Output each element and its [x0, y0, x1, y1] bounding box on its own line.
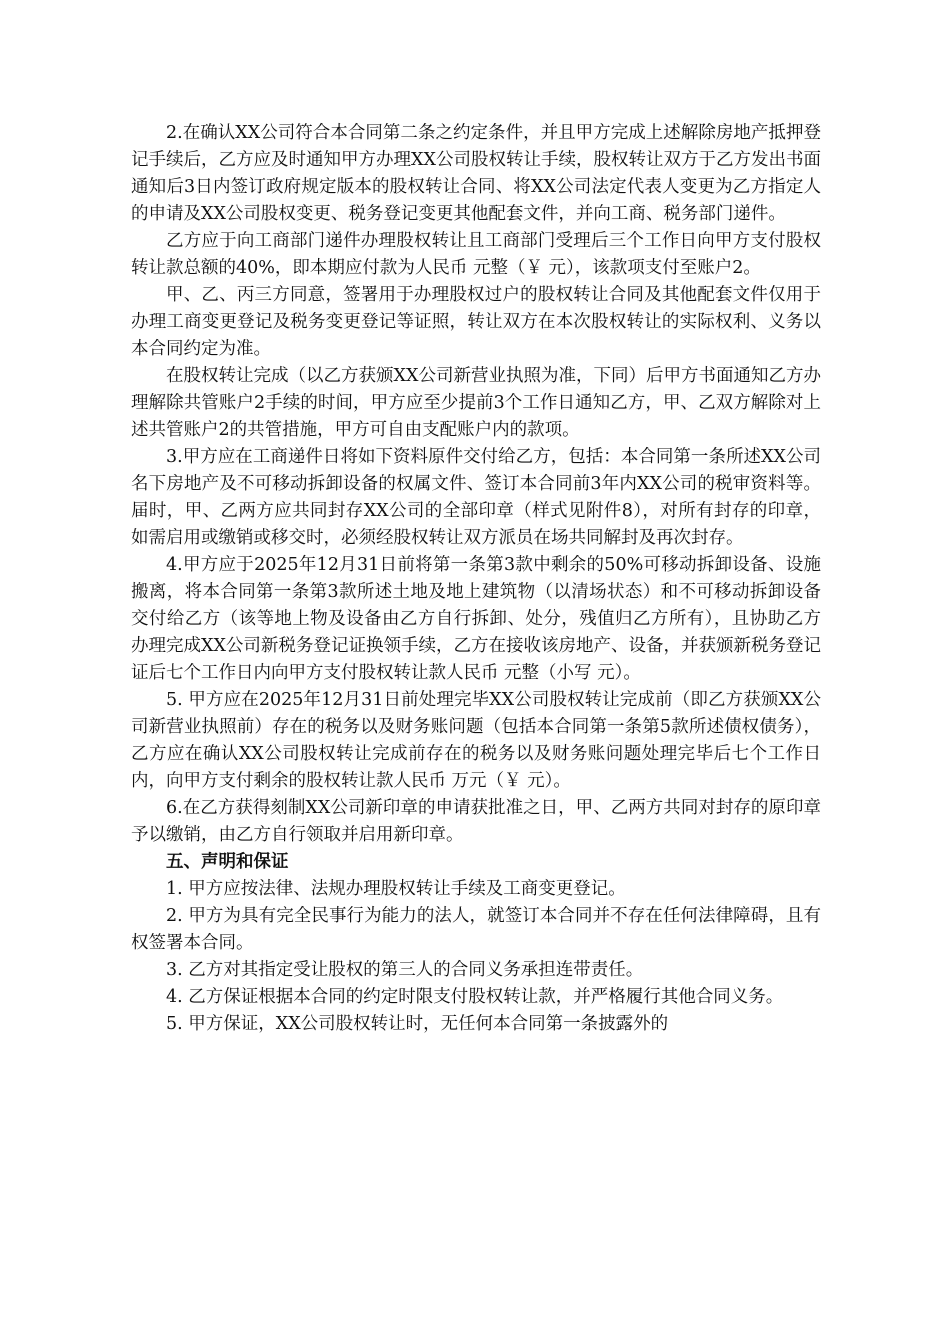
clause-5-1: 1. 甲方应按法律、法规办理股权转让手续及工商变更登记。 [166, 879, 626, 899]
clause-4-2-agreement: 甲、乙、丙三方同意，签署用于办理股权过户的股权转让合同及其他配套文件仅用于办理工商变更登记及税务变更登记等证照，转让双方在本次股权转让的实际权利、义务以本合同约定为准。 [131, 285, 821, 359]
clause-5-5: 5. 甲方保证，XX公司股权转让时，无任何本合同第一条披露外的 [166, 1014, 669, 1034]
document-body [131, 120, 821, 1038]
clause-4-2-payment: 乙方应于向工商部门递件办理股权转让且工商部门受理后三个工作日向甲方支付股权转让款总额的40%，即本期应付款为人民币 元整（￥ 元），该款项支付至账户2。 [131, 231, 821, 278]
section-heading: 五、声明和保证 [166, 852, 289, 872]
clause-4-2-account-release: 在股权转让完成（以乙方获颁XX公司新营业执照为准，下同）后甲方书面通知乙方办理解除共管账户2手续的时间，甲方应至少提前3个工作日通知乙方，甲、乙双方解除对上述共管账户2的共管措施，甲方可自由支配账户内的款项。 [131, 366, 821, 440]
clause-4-6: 6.在乙方获得刻制XX公司新印章的申请获批准之日，甲、乙两方共同对封存的原印章予以缴销，由乙方自行领取并启用新印章。 [131, 798, 821, 845]
clause-4-3: 3.甲方应在工商递件日将如下资料原件交付给乙方，包括：本合同第一条所述XX公司名下房地产及不可移动拆卸设备的权属文件、签订本合同前3年内XX公司的税审资料等。届时，甲、乙两方应共同封存XX公司的全部印章（样式见附件8），对所有封存的印章，如需启用或缴销或移交时，必须经股权转让双方派员在场共同解封及再次封存。 [131, 447, 821, 548]
clause-4-2: 2.在确认XX公司符合本合同第二条之约定条件，并且甲方完成上述解除房地产抵押登记手续后，乙方应及时通知甲方办理XX公司股权转让手续，股权转让双方于乙方发出书面通知后3日内签订政府规定版本的股权转让合同、将XX公司法定代表人变更为乙方指定人的申请及XX公司股权变更、税务登记变更其他配套文件，并向工商、税务部门递件。 [131, 123, 821, 224]
clause-4-4: 4.甲方应于2025年12月31日前将第一条第3款中剩余的50%可移动拆卸设备、设施搬离，将本合同第一条第3款所述土地及地上建筑物（以清场状态）和不可移动拆卸设备交付给乙方（该等地上物及设备由乙方自行拆卸、处分，残值归乙方所有），且协助乙方办理完成XX公司新税务登记证换领手续，乙方在接收该房地产、设备，并获颁新税务登记证后七个工作日内向甲方支付股权转让款人民币 元整（小写 元）。 [131, 555, 821, 683]
clause-5-4: 4. 乙方保证根据本合同的约定时限支付股权转让款，并严格履行其他合同义务。 [166, 987, 784, 1007]
clause-5-3: 3. 乙方对其指定受让股权的第三人的合同义务承担连带责任。 [166, 960, 644, 980]
clause-4-5: 5. 甲方应在2025年12月31日前处理完毕XX公司股权转让完成前（即乙方获颁XX公司新营业执照前）存在的税务以及财务账问题（包括本合同第一条第5款所述债权债务），乙方应在确认XX公司股权转让完成前存在的税务以及财务账问题处理完毕后七个工作日内，向甲方支付剩余的股权转让款人民币 万元（￥ 元）。 [131, 690, 821, 791]
clause-5-2: 2. 甲方为具有完全民事行为能力的法人，就签订本合同并不存在任何法律障碍，且有权签署本合同。 [131, 906, 821, 953]
